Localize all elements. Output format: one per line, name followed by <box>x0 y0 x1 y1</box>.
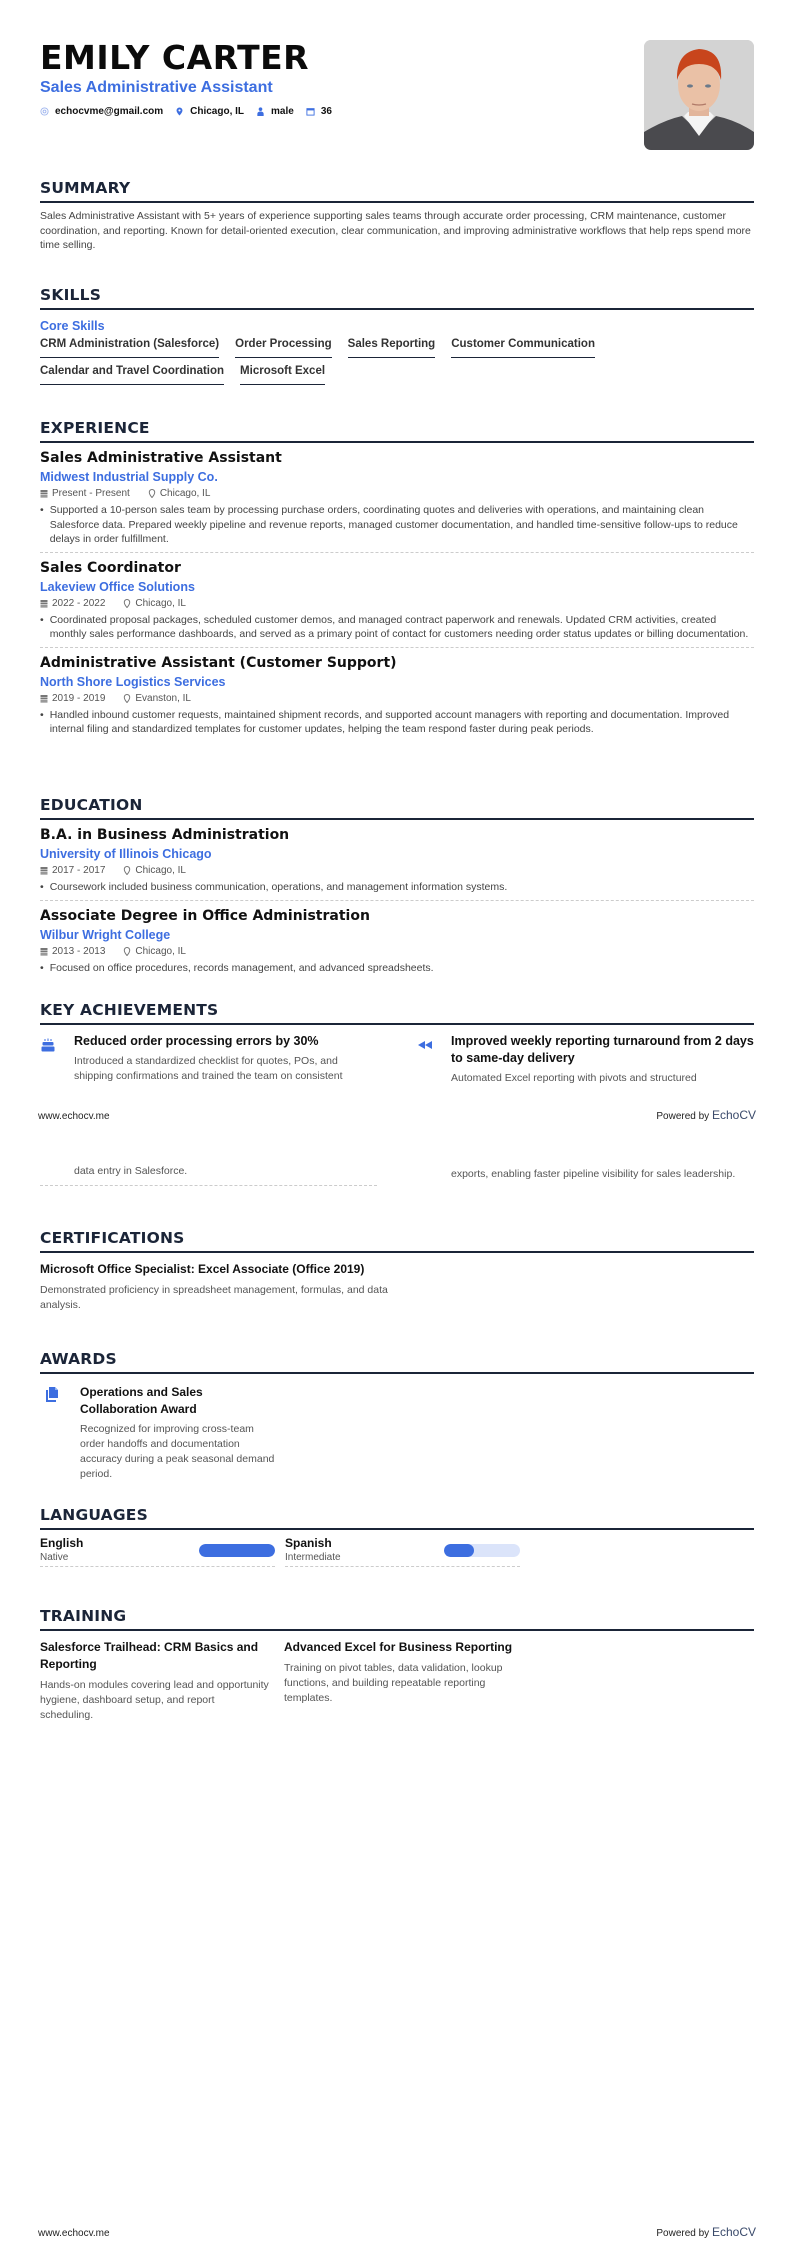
achievements-continued <box>40 1164 754 1186</box>
skill-tag: Calendar and Travel Coordination <box>40 364 224 385</box>
job-dates: 2019 - 2019 <box>52 692 106 704</box>
skill-tag: Sales Reporting <box>348 337 436 358</box>
achievements-heading: KEY ACHIEVEMENTS <box>40 1000 754 1025</box>
education-dates: 2017 - 2017 <box>52 865 106 876</box>
award-title: Operations and Sales Collaboration Award <box>80 1385 203 1416</box>
training-item <box>40 1639 270 1723</box>
job-dates: Present - Present <box>52 488 130 499</box>
job-location: Chicago, IL <box>135 597 186 609</box>
summary-section <box>40 178 754 253</box>
achievement-item <box>417 1033 754 1086</box>
entry-meta <box>40 864 754 877</box>
language-proficiency-fill <box>199 1544 275 1557</box>
experience-heading: EXPERIENCE <box>40 418 754 443</box>
skill-tag: Order Processing <box>235 337 332 358</box>
language-item <box>285 1536 520 1567</box>
certifications-section <box>40 1228 754 1312</box>
training-heading: TRAINING <box>40 1606 754 1631</box>
job-description-text: Coordinated proposal packages, scheduled customer demos, and managed contract paperwork and renewals. Updated CRM activities, created monthly sales performance dashboards, and served as a primary point of contact for customers needing order status updates or billing documentation. <box>49 613 749 640</box>
copy-icon <box>44 1386 60 1402</box>
language-proficiency-bar <box>444 1544 520 1557</box>
calendar-icon <box>40 694 48 703</box>
footer-website[interactable]: www.echocv.me <box>38 2228 110 2239</box>
language-proficiency-fill <box>444 1544 474 1557</box>
job-description: • Handled inbound customer requests, maintained shipment records, and supported account managers with reporting and documentation. Improved internal filing and standardized templates for customer updates, helping the team respond faster during peak periods. <box>40 708 754 737</box>
contact-gender-value: male <box>271 106 294 117</box>
location-pin-icon <box>123 947 131 956</box>
calendar-icon <box>306 107 315 116</box>
training-section <box>40 1606 754 1723</box>
languages-section <box>40 1505 754 1567</box>
languages-list <box>40 1536 754 1567</box>
cake-icon <box>40 1037 56 1053</box>
achievement-text: Automated Excel reporting with pivots and structured <box>451 1072 697 1084</box>
achievement-text: Introduced a standardized checklist for quotes, POs, and shipping confirmations and trained the team on consistent <box>74 1055 343 1082</box>
job-dates: 2022 - 2022 <box>52 597 106 609</box>
achievement-item-continued <box>40 1164 377 1186</box>
training-title: Salesforce Trailhead: CRM Basics and Reporting <box>40 1640 259 1671</box>
calendar-icon <box>40 489 48 498</box>
language-name: Spanish <box>285 1536 332 1550</box>
summary-text: Sales Administrative Assistant with 5+ years of experience supporting sales teams through accurate order processing, CRM maintenance, customer coordination, and reporting. Known for detail-oriented execution, clear communication, and improving administrative workflows that help reps spend more time selling. <box>40 210 751 251</box>
footer-powered <box>656 2225 756 2239</box>
education-description-text: Coursework included business communication, operations, and management information systems. <box>49 881 508 893</box>
achievement-item-continued <box>417 1164 754 1186</box>
job-description-text: Handled inbound customer requests, maintained shipment records, and supported account managers with reporting and documentation. Improved internal filing and standardized templates for customer updates, helping the team respond faster during peak periods. <box>49 708 730 735</box>
skill-tag: Microsoft Excel <box>240 364 325 385</box>
award-text: Recognized for improving cross-team order handoffs and documentation accuracy during a peak seasonal demand period. <box>80 1423 275 1480</box>
language-level: Native <box>40 1552 69 1563</box>
job-title: Administrative Assistant (Customer Support) <box>40 654 397 671</box>
job-description: • Coordinated proposal packages, scheduled customer demos, and managed contract paperwork and renewals. Updated CRM activities, created monthly sales performance dashboards, and served as a primary point of contact for customers needing order status updates or billing documentation. <box>40 613 754 642</box>
award-item <box>40 1384 754 1482</box>
education-entry <box>40 826 754 901</box>
job-description-text: Supported a 10-person sales team by processing purchase orders, coordinating quotes and deliveries with operations, and maintaining clean Salesforce data. Prepared weekly pipeline and revenue reports, managed customer documentation, and handled time-sensitive follow-ups to reduce delays in order fulfillment. <box>49 504 738 545</box>
entry-meta <box>40 945 754 958</box>
candidate-name: EMILY CARTER <box>40 38 310 77</box>
experience-section <box>40 418 754 742</box>
experience-entry <box>40 449 754 553</box>
calendar-icon <box>40 599 48 608</box>
calendar-icon <box>40 947 48 956</box>
achievements-section <box>40 1000 754 1086</box>
entry-meta <box>40 692 754 705</box>
language-proficiency-bar <box>199 1544 275 1557</box>
skills-section <box>40 285 754 391</box>
education-heading: EDUCATION <box>40 795 754 820</box>
contact-age-value: 36 <box>320 106 332 117</box>
training-text: Hands-on modules covering lead and opportunity hygiene, dashboard setup, and report scheduling. <box>40 1679 269 1721</box>
skill-tag: Customer Communication <box>451 337 595 358</box>
skills-group-title: Core Skills <box>40 319 105 333</box>
training-title: Advanced Excel for Business Reporting <box>284 1640 513 1654</box>
experience-entry <box>40 654 754 742</box>
language-item <box>40 1536 275 1567</box>
skills-heading: SKILLS <box>40 285 754 310</box>
achievement-text: data entry in Salesforce. <box>74 1165 188 1177</box>
degree-title: B.A. in Business Administration <box>40 827 290 843</box>
contact-gender <box>256 106 294 117</box>
contact-location-value: Chicago, IL <box>190 106 245 117</box>
education-entry <box>40 907 754 981</box>
entry-meta <box>40 487 754 500</box>
skill-tag: CRM Administration (Salesforce) <box>40 337 219 358</box>
education-section <box>40 795 754 980</box>
contact-location <box>175 106 244 117</box>
location-pin-icon <box>175 107 184 116</box>
spacer <box>417 1164 433 1186</box>
school-name: University of Illinois Chicago <box>40 847 212 861</box>
certification-title: Microsoft Office Specialist: Excel Associate (Office 2019) <box>40 1262 365 1276</box>
powered-by-label: Powered by <box>656 1111 710 1122</box>
achievement-text: exports, enabling faster pipeline visibility for sales leadership. <box>451 1168 736 1180</box>
training-list <box>40 1639 754 1723</box>
achievement-title: Reduced order processing errors by 30% <box>74 1034 319 1048</box>
location-pin-icon <box>123 599 131 608</box>
languages-heading: LANGUAGES <box>40 1505 754 1530</box>
contact-email-value: echocvme@gmail.com <box>55 106 164 117</box>
profile-photo <box>644 40 754 150</box>
language-name: English <box>40 1536 84 1550</box>
footer-powered <box>656 1108 756 1122</box>
experience-entry <box>40 559 754 648</box>
job-title: Sales Coordinator <box>40 559 181 576</box>
footer-website[interactable]: www.echocv.me <box>38 1111 110 1122</box>
contact-age <box>306 106 332 117</box>
job-location: Evanston, IL <box>135 692 191 704</box>
achievements-list-continued <box>40 1164 754 1186</box>
resume-header <box>40 38 754 158</box>
education-description: • Coursework included business communication, operations, and management information systems. <box>40 881 508 893</box>
spacer <box>40 1164 56 1179</box>
calendar-icon <box>40 866 48 875</box>
company-name: North Shore Logistics Services <box>40 674 226 689</box>
certifications-heading: CERTIFICATIONS <box>40 1228 754 1253</box>
company-name: Midwest Industrial Supply Co. <box>40 470 218 484</box>
entry-meta <box>40 597 754 610</box>
resume-page-2 <box>0 1123 794 2246</box>
education-location: Chicago, IL <box>135 945 186 957</box>
candidate-role: Sales Administrative Assistant <box>40 79 273 96</box>
degree-title: Associate Degree in Office Administration <box>40 907 370 924</box>
education-dates: 2013 - 2013 <box>52 945 106 957</box>
location-pin-icon <box>123 866 131 875</box>
company-name: Lakeview Office Solutions <box>40 579 195 594</box>
person-icon <box>256 107 265 116</box>
backward-icon <box>417 1037 433 1053</box>
at-icon <box>40 107 49 116</box>
location-pin-icon <box>123 694 131 703</box>
achievements-list <box>40 1033 754 1086</box>
skills-list <box>40 337 754 391</box>
contact-email[interactable] <box>40 106 163 117</box>
awards-heading: AWARDS <box>40 1349 754 1374</box>
page-footer <box>38 2225 756 2239</box>
awards-section <box>40 1349 754 1482</box>
education-description-text: Focused on office procedures, records management, and advanced spreadsheets. <box>49 961 434 974</box>
achievement-item <box>40 1033 377 1086</box>
job-description: • Supported a 10-person sales team by processing purchase orders, coordinating quotes and deliveries with operations, and maintaining clean Salesforce data. Prepared weekly pipeline and revenue reports, managed customer documentation, and handled time-sensitive follow-ups to reduce delays in order fulfillment. <box>40 503 754 547</box>
education-location: Chicago, IL <box>135 865 186 876</box>
education-description: • Focused on office procedures, records management, and advanced spreadsheets. <box>40 961 434 974</box>
school-name: Wilbur Wright College <box>40 927 171 942</box>
training-text: Training on pivot tables, data validation, lookup functions, and building repeatable reporting templates. <box>284 1662 503 1704</box>
footer-brand[interactable]: EchoCV <box>711 1108 756 1122</box>
job-location: Chicago, IL <box>159 488 211 499</box>
powered-by-label: Powered by <box>656 2228 710 2239</box>
certification-text: Demonstrated proficiency in spreadsheet management, formulas, and data analysis. <box>40 1284 388 1311</box>
achievement-title: Improved weekly reporting turnaround from 2 days to same-day delivery <box>451 1034 754 1065</box>
job-title: Sales Administrative Assistant <box>40 450 282 466</box>
training-item <box>284 1639 514 1723</box>
footer-brand[interactable]: EchoCV <box>711 2225 756 2239</box>
summary-heading: SUMMARY <box>40 178 754 203</box>
language-level: Intermediate <box>285 1552 341 1563</box>
portrait-image <box>644 40 754 150</box>
page-footer <box>38 1108 756 1122</box>
location-pin-icon <box>148 489 156 498</box>
